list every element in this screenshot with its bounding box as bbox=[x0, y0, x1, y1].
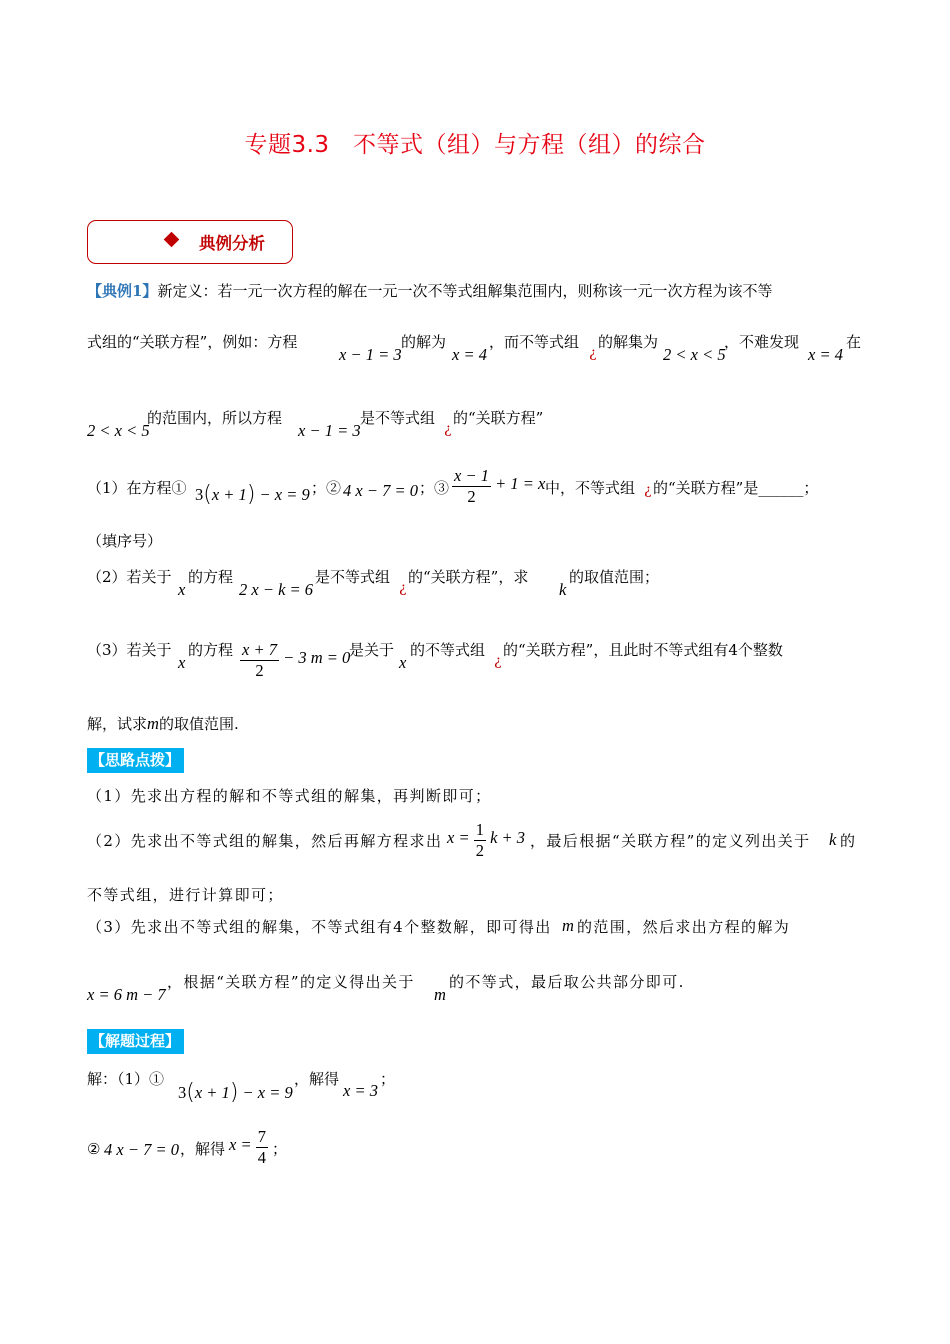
solution-equation-1: 3(x + 1) − x = 9 bbox=[178, 1080, 293, 1105]
solution-tag: 【解题过程】 bbox=[87, 1031, 184, 1051]
solution-line-1: 解：（1）① bbox=[87, 1070, 165, 1088]
hint-tag: 【思路点拨】 bbox=[87, 750, 184, 770]
diamond-icon bbox=[164, 232, 180, 248]
text-fragment: 是关于 bbox=[349, 641, 395, 659]
solution-equation-2: 4 x − 7 = 0 bbox=[104, 1140, 179, 1159]
text-fragment: 是不等式组 bbox=[315, 568, 391, 586]
text-fragment: 的不等式组 bbox=[410, 641, 486, 659]
q2-equation: 2 x − k = 6 bbox=[239, 580, 314, 599]
text-fragment: 的范围，然后求出方程的解为 bbox=[577, 918, 791, 936]
missing-system-glyph: ¿ bbox=[589, 345, 597, 361]
missing-system-glyph: ¿ bbox=[644, 482, 652, 498]
solution-line-2: ② bbox=[87, 1140, 101, 1158]
example-line-2: 式组的“关联方程”，例如：方程 bbox=[87, 333, 298, 351]
math-variable-m: m bbox=[434, 985, 446, 1004]
hint-line-2: （2）先求出不等式组的解集，然后再解方程求出 bbox=[87, 832, 443, 850]
example-line-1 bbox=[87, 281, 772, 301]
math-variable-x: x bbox=[399, 653, 407, 672]
hint-math-x-eq-half-k: x = $\frac{1}{2}$ k + 3 bbox=[447, 820, 526, 860]
hint-line-1: （1）先求出方程的解和不等式组的解集，再判断即可； bbox=[87, 787, 492, 805]
math-variable-k: k bbox=[829, 830, 837, 849]
hint-line-4: （3）先求出不等式组的解集，不等式组有4个整数解，即可得出 bbox=[87, 918, 552, 936]
text-fragment: 的“关联方程”，求 bbox=[408, 568, 529, 586]
hint-line-3: 不等式组，进行计算即可； bbox=[87, 886, 284, 904]
text-fragment: 在 bbox=[846, 333, 862, 351]
question-2-prefix: （2）若关于 bbox=[87, 568, 172, 586]
math-equation: x − 1 = 3 bbox=[298, 421, 361, 440]
text-fragment: ，解得 bbox=[180, 1140, 226, 1158]
text-fragment: 的解集为 bbox=[598, 333, 659, 351]
section-header-box bbox=[87, 220, 293, 264]
math-range: 2 < x < 5 bbox=[663, 345, 726, 364]
example-text: 新定义：若一元一次方程的解在一元一次不等式组解集范围内，则称该一元一次方程为该不等 bbox=[157, 282, 773, 300]
text-fragment: 的不等式，最后取公共部分即可. bbox=[449, 973, 685, 991]
section-label: 典例分析 bbox=[199, 234, 265, 253]
math-range: 2 < x < 5 bbox=[87, 421, 150, 440]
question-1-note: （填序号） bbox=[87, 532, 163, 550]
solution-result-1: x = 3 bbox=[343, 1081, 378, 1100]
text-fragment: ，而不等式组 bbox=[489, 333, 580, 351]
math-equation: x − 1 = 3 bbox=[339, 345, 402, 364]
math-variable-m: m bbox=[562, 916, 574, 935]
q1-equation-1: 3(x + 1) − x = 9 bbox=[195, 482, 310, 507]
text-fragment: 的“关联方程”，且此时不等式组有4个整数 bbox=[503, 641, 783, 659]
hint-math-x-eq-6m-7: x = 6 m − 7 bbox=[87, 985, 166, 1004]
math-variable-x: x bbox=[178, 653, 186, 672]
math-solution: x = 4 bbox=[452, 345, 487, 364]
solution-result-2: x = $\frac{7}{4}$ bbox=[229, 1127, 266, 1167]
text-fragment: ，最后根据“关联方程”的定义列出关于 bbox=[530, 832, 811, 850]
text-fragment: 的解为 bbox=[401, 333, 447, 351]
text-fragment: ；② bbox=[311, 479, 342, 497]
text-fragment: 的“关联方程” bbox=[453, 409, 544, 427]
text-fragment: 的 bbox=[840, 832, 857, 850]
text-fragment: ；③ bbox=[419, 479, 450, 497]
text-fragment: 的方程 bbox=[188, 568, 234, 586]
page-title: 专题3.3 不等式（组）与方程（组）的综合 bbox=[244, 132, 706, 158]
text-fragment: ，不难发现 bbox=[724, 333, 800, 351]
q3-equation: $\frac{x + 7}{2}$ − 3 m = 0 bbox=[242, 640, 351, 680]
example-tag: 【典例1】 bbox=[87, 282, 158, 300]
text-fragment: ； bbox=[380, 1070, 396, 1088]
math-solution: x = 4 bbox=[808, 345, 843, 364]
question-1-prefix: （1）在方程① bbox=[87, 479, 187, 497]
text-fragment: 的方程 bbox=[188, 641, 234, 659]
math-variable-x: x bbox=[178, 580, 186, 599]
missing-system-glyph: ¿ bbox=[494, 653, 502, 669]
text-fragment: 是不等式组 bbox=[360, 409, 436, 427]
text-fragment: ； bbox=[272, 1140, 288, 1158]
missing-system-glyph: ¿ bbox=[444, 421, 452, 437]
question-3-prefix: （3）若关于 bbox=[87, 641, 172, 659]
text-fragment: 的取值范围； bbox=[569, 568, 660, 586]
missing-system-glyph: ¿ bbox=[399, 580, 407, 596]
q1-equation-2: 4 x − 7 = 0 bbox=[343, 481, 418, 500]
text-fragment: ，根据“关联方程”的定义得出关于 bbox=[167, 973, 415, 991]
question-3-tail: 解，试求m的取值范围. bbox=[87, 714, 239, 733]
q1-equation-3: $\frac{x - 1}{2}$ + 1 = x bbox=[454, 466, 546, 506]
text-fragment: 的范围内，所以方程 bbox=[147, 409, 283, 427]
math-variable-k: k bbox=[559, 580, 567, 599]
text-fragment: 中，不等式组 bbox=[545, 479, 636, 497]
text-fragment: 的“关联方程”是______； bbox=[653, 479, 819, 497]
text-fragment: ，解得 bbox=[294, 1070, 340, 1088]
